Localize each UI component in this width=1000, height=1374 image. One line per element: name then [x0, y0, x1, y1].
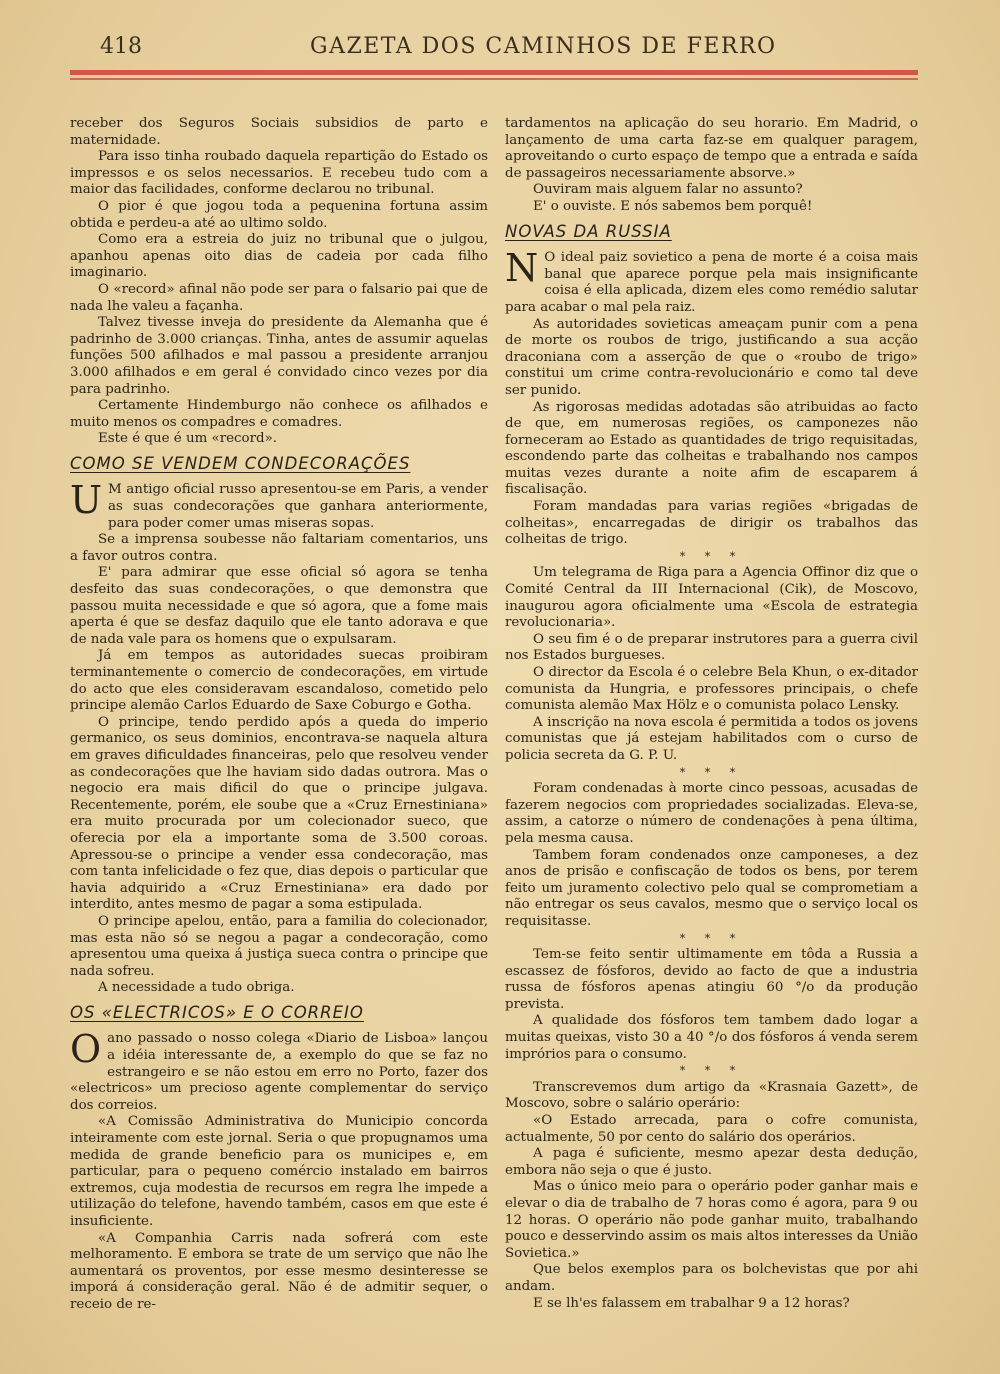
- paragraph: Tambem foram condenados onze camponeses, a dez anos de prisão e confiscação de todos os bens, por terem feito um juramento colectivo pelo qual se comprometiam a não entregar os seus cavalos, mesmo que o serviço local os requisitasse.: [505, 847, 918, 929]
- paragraph: Já em tempos as autoridades suecas proibiram terminantemente o comercio de condecorações, em virtude do acto que eles consideravam escandaloso, cometido pelo principe alemão Carlos Eduardo de Saxe Coburgo e Gotha.: [70, 648, 488, 714]
- lead-text: O ideal paiz sovietico a pena de morte é a coisa mais banal que aparece porque pela mais insignificante coisa é ella aplicada, dizem eles como remédio salutar para acabar o mal pela raiz.: [505, 250, 918, 315]
- lead-text: ano passado o nosso colega «Diario de Lisboa» lançou a idéia interessante de, a exemplo do que se faz no estrangeiro e se não estou em erro no Porto, fazer dos «electricos» um precioso agente complementar do serviço dos correios.: [70, 1031, 488, 1113]
- paragraph: O principe, tendo perdido após a queda do imperio germanico, os seus dominios, encontrava-se naquela altura em graves dificuldades financeiras, pelo que resolveu vender as condecorações que lhe haviam sido dadas outrora. Mas o negocio era mais dificil do que o principe julgava. Recentemente, porém, ele soube que a «Cruz Ernestiniana» era muito procurada por um colecionador sueco, que oferecia por ela a importante soma de 3.500 coroas. Apressou-se o principe a vender essa condecoração, mas com tanta infelicidade o fez que, dias depois o particular que havia adquirido a «Cruz Ernestiniana» era dado por interdito, antes mesmo de pagar a soma estipulada.: [70, 714, 488, 913]
- paragraph: Tem-se feito sentir ultimamente em tôda a Russia a escassez de fósforos, devido ao facto de que a industria russa de fósforos apenas atingiu 60 °/o da produção prevista.: [505, 947, 918, 1012]
- drop-cap: U: [70, 478, 103, 523]
- header-rule-thin: [70, 78, 918, 80]
- paragraph: E' o ouviste. E nós sabemos bem porquê!: [533, 198, 813, 214]
- paragraph: receber dos Seguros Sociais subsidios de parto e maternidade.: [70, 116, 488, 148]
- article-lead: [505, 246, 918, 316]
- paragraph: A paga é suficiente, mesmo apezar desta dedução, embora não seja o que é justo.: [505, 1146, 918, 1178]
- paragraph: E' para admirar que esse oficial só agora se tenha desfeito das suas condecorações, o que demonstra que passou muita necessidade e que só agora, que a fome mais aperta é que se desfaz daquilo que ele tanto adorava e que de nada vale para os homens que o expulsaram.: [70, 565, 488, 647]
- paragraph: Um telegrama de Riga para a Agencia Offinor diz que o Comité Central da III Internacional (Cik), de Moscovo, inaugurou agora oficialmente uma «Escola de estrategia revolucionaria».: [505, 565, 918, 631]
- paragraph: O «record» afinal não pode ser para o falsario pai que de nada lhe valeu a façanha.: [70, 281, 488, 314]
- section-separator: * * *: [679, 765, 744, 779]
- paragraph: O seu fim é o de preparar instrutores para a guerra civil nos Estados burgueses.: [505, 631, 918, 664]
- section-heading-condecoracoes: COMO SE VENDEM CONDECORAÇÕES: [70, 453, 411, 473]
- paragraph: Talvez tivesse inveja do presidente da Alemanha que é padrinho de 3.000 crianças. Tinha, antes de assumir aquelas funções 500 afilhados e mal passou a presidente arranjou 3.000 afilhados e em geral é convidado cinco vezes por dia para padrinho.: [70, 315, 488, 397]
- section-separator: * * *: [679, 931, 744, 945]
- journal-title: GAZETA DOS CAMINHOS DE FERRO: [310, 34, 777, 59]
- paragraph: O pior é que jogou toda a pequenina fortuna assim obtida e perdeu-a até ao ultimo soldo.: [70, 198, 488, 231]
- page-header: [100, 30, 920, 66]
- paragraph: O principe apelou, então, para a familia do colecionador, mas esta não só se negou a pagar a condecoração, como apresentou uma queixa á justiça sueca contra o principe que nada sofreu.: [70, 913, 488, 979]
- paragraph: E se lh'es falassem em trabalhar 9 a 12 horas?: [533, 1295, 850, 1311]
- article-lead: [70, 1027, 488, 1114]
- paragraph: Este é que é um «record».: [98, 431, 278, 447]
- paragraph: Transcrevemos dum artigo da «Krasnaia Gazett», de Moscovo, sobre o salário operário:: [505, 1079, 918, 1112]
- paragraph: As autoridades sovieticas ameaçam punir com a pena de morte os roubos de trigo, justificando a sua acção draconiana com a asserção de que o «roubo de trigo» constitui um crime contra-revolucionário e como tal deve ser punido.: [505, 316, 918, 398]
- article-lead: [70, 478, 488, 532]
- paragraph: Que belos exemplos para os bolchevistas que por ahi andam.: [505, 1262, 918, 1294]
- section-separator: * * *: [679, 549, 744, 563]
- paragraph: «A Comissão Administrativa do Municipio concorda inteiramente com este jornal. Seria o que propugnamos uma medida de grande beneficio para os municipes e, em particular, para o pequeno comércio instalado em bairros extremos, cuja modestia de recursos em regra lhe impede a utilização do telefone, havendo também, casos em que este é insuficiente.: [70, 1114, 488, 1229]
- paragraph: Certamente Hindemburgo não conhece os afilhados e muito menos os compadres e comadres.: [70, 398, 488, 430]
- header-rule: [70, 70, 918, 75]
- drop-cap: O: [70, 1027, 102, 1072]
- paragraph: A necessidade a tudo obriga.: [98, 980, 295, 996]
- right-column: [505, 116, 918, 1312]
- paragraph: «A Companhia Carris nada sofrerá com este melhoramento. E embora se trate de um serviço que não lhe aumentará os proventos, por esse mesmo desinteresse se imporá á consideração geral. Não é de admitir sequer, o receio de re-: [70, 1230, 488, 1312]
- section-heading-russia: NOVAS DA RUSSIA: [505, 221, 672, 241]
- paragraph: Como era a estreia do juiz no tribunal que o julgou, apanhou apenas oito dias de cadeia por cada filho imaginario.: [70, 232, 488, 281]
- drop-cap: N: [505, 246, 539, 291]
- paragraph: Ouviram mais alguem falar no assunto?: [533, 182, 803, 198]
- section-heading-electricos: OS «ELECTRICOS» E O CORREIO: [70, 1002, 364, 1022]
- paragraph: Mas o único meio para o operário poder ganhar mais e elevar o dia de trabalho de 7 horas como é agora, para 9 ou 12 horas. O operário não pode ganhar muito, trabalhando pouco e desservindo assim os mais altos interesses da União Sovietica.»: [505, 1179, 918, 1261]
- paragraph: As rigorosas medidas adotadas são atribuidas ao facto de que, em numerosas regiões, os camponezes não forneceram ao Estado as quantidades de trigo requisitadas, escondendo parte das colheitas e trabalhando nos campos muitas vezes durante a noite afim de escaparem á fiscalisação.: [505, 399, 918, 498]
- left-column: [70, 116, 488, 1314]
- page-number: 418: [100, 34, 142, 59]
- lead-text: M antigo oficial russo apresentou-se em Paris, a vender as suas condecorações que ganhara anteriormente, para poder comer umas miseras sopas.: [108, 482, 488, 531]
- paragraph: Foram condenadas à morte cinco pessoas, acusadas de fazerem negocios com propriedades socializadas. Eleva-se, assim, a catorze o número de condenações à pena última, pela mesma causa.: [505, 781, 918, 846]
- paragraph: Para isso tinha roubado daquela repartição do Estado os impressos e os selos necessarios. E recebeu tudo com a maior das facilidades, conforme declarou no tribunal.: [70, 149, 488, 198]
- paragraph: A qualidade dos fósforos tem tambem dado logar a muitas queixas, visto 30 a 40 °/o dos fósforos á venda serem imprórios para o consumo.: [505, 1013, 918, 1062]
- paragraph: «O Estado arrecada, para o cofre comunista, actualmente, 50 por cento do salário dos operários.: [505, 1113, 918, 1145]
- paragraph: tardamentos na aplicação do seu horario. Em Madrid, o lançamento de uma carta faz-se em qualquer paragem, aproveitando o curto espaço de tempo que a entrada e saída de passageiros necessariamente absorve.»: [505, 116, 918, 181]
- paragraph: Foram mandadas para varias regiões «brigadas de colheitas», encarregadas de dirigir os trabalhos das colheitas de trigo.: [505, 499, 918, 548]
- paragraph: A inscrição na nova escola é permitida a todos os jovens comunistas que já estejam habilitados com o curso de policia secreta da G. P. U.: [505, 714, 918, 763]
- paragraph: Se a imprensa soubesse não faltariam comentarios, uns a favor outros contra.: [70, 532, 488, 564]
- section-separator: * * *: [679, 1064, 744, 1078]
- paragraph: O director da Escola é o celebre Bela Khun, o ex-ditador comunista da Hungria, e professores principais, o chefe comunista alemão Max Hölz e o comunista polaco Lensky.: [505, 665, 918, 714]
